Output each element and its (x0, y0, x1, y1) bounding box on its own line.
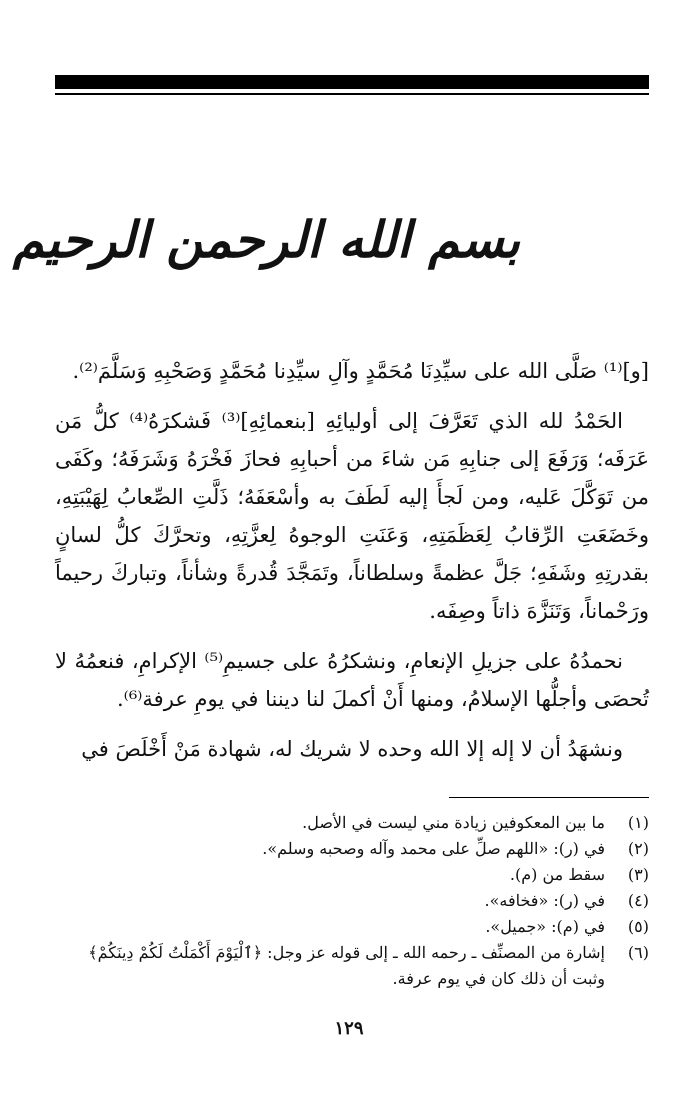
footnote-number: (٦) (627, 943, 649, 962)
paragraph-thanks: نحمدُهُ على جزيلِ الإنعامِ، ونشكرُهُ على جسيمِ⁽⁵⁾ الإكرامِ، فنعمُهُ لا تُحصَى وأجلُّها الإسلامُ، ومنها أَنْ أكملَ لنا ديننا في يومِ عرفة⁽⁶⁾. (55, 649, 649, 711)
basmala-heading: بسم الله الرحمن الرحيم (12, 210, 520, 269)
footnote-text: في (ر): «اللهم صلِّ على محمد وآله وصحبه وسلم». (262, 839, 605, 858)
footnote-number: (٢) (627, 839, 649, 858)
footnote-number: (٤) (627, 891, 649, 910)
footnote-item (55, 940, 649, 992)
footnote-text: في (ر): «فخافه». (484, 891, 605, 910)
footnote-number: (٣) (627, 865, 649, 884)
footnote-item (55, 862, 649, 888)
footnote-separator (449, 797, 649, 798)
footnote-number: (١) (627, 813, 649, 832)
footnote-text: في (م): «جميل». (485, 917, 605, 936)
paragraph-praise: الحَمْدُ لله الذي تَعَرَّفَ إلى أوليائِهِ [بنعمائِهِ]⁽³⁾ فَشكرَهُ⁽⁴⁾ كلُّ مَن عَرَفَه؛ وَرَفَعَ إلى جنابِهِ مَن شاءَ من أحبابِهِ فحازَ فَخْرَهُ وَشَرَفَهُ؛ وكَفَى من تَوَكَّلَ عَليه، ومن لَجأَ إليه لَطَفَ به وأسْعَفَهُ؛ ذَلَّتِ الصِّعابُ لِهَيْبَتِهِ، وخَضَعَتِ الرِّقابُ لِعَظَمَتِهِ، وَعَنَتِ الوجوهُ لِعزَّتِهِ، وتحرَّكَ كلُّ لسانٍ بقدرتِهِ وشَفَهِ؛ جَلَّ عظمةً وسلطاناً، وتَمَجَّدَ قُدرةً وشأناً، وتباركَ رحيماً ورَحْماناً، وَتَنَزَّهَ ذاتاً وصِفَه. (55, 409, 649, 623)
footnote-item (55, 914, 649, 940)
footnote-text: إشارة من المصنِّف ـ رحمه الله ـ إلى قوله عز وجل: ﴿ٱلْيَوْمَ أَكْمَلْتُ لَكُمْ دِينَكُمْ﴾ وثبت أن ذلك كان في يوم عرفة. (88, 943, 605, 988)
page-number: ١٢٩ (334, 1018, 364, 1039)
main-text (55, 352, 649, 780)
footnotes-list (55, 810, 649, 992)
footnote-number: (٥) (627, 917, 649, 936)
top-thin-rule (55, 93, 649, 95)
footnote-item (55, 810, 649, 836)
footnote-item (55, 836, 649, 862)
top-thick-rule (55, 75, 649, 89)
footnote-item (55, 888, 649, 914)
paragraph-opening-prayer: [و]⁽¹⁾ صَلَّى الله على سيِّدِنَا مُحَمَّدٍ وآلِ سيِّدِنا مُحَمَّدٍ وَصَحْبِهِ وَسَلَّمَ⁽²⁾. (72, 359, 649, 383)
footnote-text: سقط من (م). (509, 865, 605, 884)
paragraph-testimony: ونشهَدُ أن لا إله إلا الله وحده لا شريك له، شهادة مَنْ أَخْلَصَ في (81, 737, 623, 761)
footnote-text: ما بين المعكوفين زيادة مني ليست في الأصل. (302, 813, 605, 832)
